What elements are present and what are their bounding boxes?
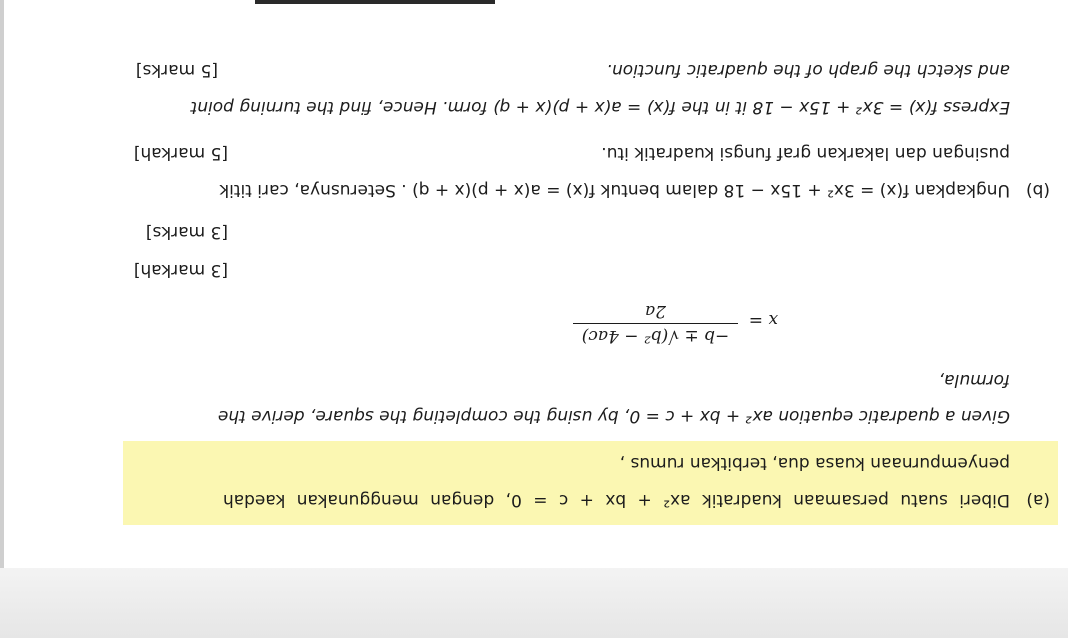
part-a-english-line1: Given a quadratic equation ax² + bx + c = 0, by using the completing the square, derive the xyxy=(217,406,1010,426)
part-b-malay-line2: pusingan dan lakarkan graf fungsi kuadratik itu. xyxy=(601,143,1010,163)
part-b-label: (b) xyxy=(1025,180,1050,200)
part-a-marks-malay: [3 markah] xyxy=(133,260,228,280)
formula-denominator: 2a xyxy=(645,301,666,321)
formula-numerator: −b ± √(b² − 4ac) xyxy=(573,323,738,346)
quadratic-formula xyxy=(573,301,738,346)
part-a-malay-line2: penyempurnaan kuasa dua, terbitkan rumus , xyxy=(619,453,1010,473)
part-b-marks-english: [5 marks] xyxy=(135,60,218,80)
part-b-malay-line1: Ungkapkan f(x) = 3x² + 15x − 18 dalam bentuk f(x) = a(x + p)(x + q) . Seterusnya, cari titik xyxy=(219,180,1010,200)
part-a-english-line2: formula, xyxy=(938,370,1010,390)
part-a-marks-english: [3 marks] xyxy=(145,222,228,242)
part-b-english-line2: and sketch the graph of the quadratic function. xyxy=(606,60,1010,80)
part-b-english-line1: Express f(x) = 3x² + 15x − 18 it in the f(x) = a(x + p)(x + q) form. Hence, find the turning point xyxy=(190,97,1010,117)
part-a-label: (a) xyxy=(1026,490,1050,510)
formula-lhs: x = xyxy=(748,310,778,330)
part-b-marks-malay: [5 markah] xyxy=(133,143,228,163)
part-a-malay-line1: Diberi suatu persamaan kuadratik ax² + bx + c = 0, dengan menggunakan kaedah xyxy=(222,490,1010,510)
